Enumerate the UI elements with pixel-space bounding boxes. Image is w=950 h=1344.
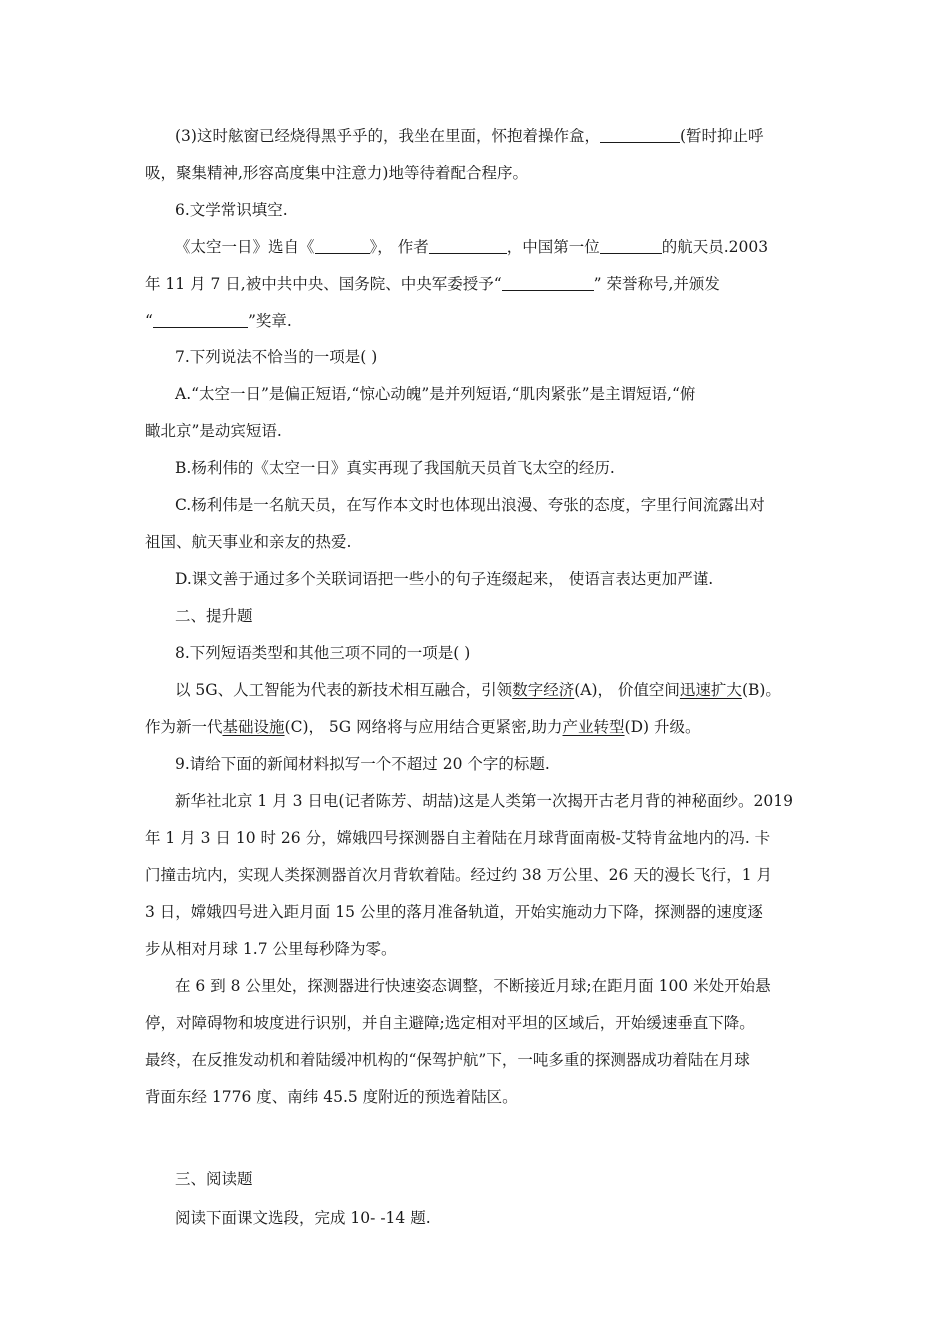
- q6-title: 6.文学常识填空.: [175, 201, 288, 219]
- underlined-phrase-d: 产业转型: [562, 718, 625, 736]
- underlined-phrase-b: 迅速扩大: [679, 681, 742, 699]
- q8-line-1: 以 5G、人工智能为代表的新技术相互融合，引领数字经济(A)， 价值空间迅速扩大(B)。: [175, 681, 781, 699]
- q7-option-a-line-2: 瞰北京”是动宾短语.: [145, 422, 282, 440]
- answer-blank[interactable]: [315, 238, 370, 254]
- news-paragraph-2-line: 背面东经 1776 度、南纬 45.5 度附近的预选着陆区。: [145, 1088, 518, 1106]
- q7-option-c-line-2: 祖国、航天事业和亲友的热爱.: [145, 533, 352, 551]
- news-paragraph-1-line: 3 日，嫦娥四号进入距月面 15 公里的落月准备轨道，开始实施动力下降，探测器的速度逐: [145, 903, 763, 921]
- answer-blank[interactable]: [600, 238, 662, 254]
- q5-3-line-1: (3)这时舷窗已经烧得黑乎乎的，我坐在里面，怀抱着操作盒， (暂时抑止呼: [175, 127, 764, 145]
- news-paragraph-2-line: 在 6 到 8 公里处，探测器进行快速姿态调整，不断接近月球;在距月面 100 米处开始悬: [175, 977, 771, 995]
- q6-line-1: 《太空一日》选自《 》， 作者 ，中国第一位 的航天员.2003: [175, 238, 769, 256]
- q7-option-b: B.杨利伟的《太空一日》真实再现了我国航天员首飞太空的经历.: [175, 459, 615, 477]
- q8-title: 8.下列短语类型和其他三项不同的一项是( ): [175, 644, 471, 662]
- q8-line-2: 作为新一代基础设施(C)， 5G 网络将与应用结合更紧密,助力产业转型(D) 升级。: [145, 718, 701, 736]
- news-paragraph-1-line: 步从相对月球 1.7 公里每秒降为零。: [145, 940, 397, 958]
- news-paragraph-2-line: 停，对障碍物和坡度进行识别，并自主避障;选定相对平坦的区域后，开始缓速垂直下降。: [145, 1014, 755, 1032]
- news-paragraph-2-line: 最终，在反推发动机和着陆缓冲机构的“保驾护航”下，一吨多重的探测器成功着陆在月球: [145, 1051, 750, 1069]
- section-2-heading: 二、提升题: [175, 607, 253, 625]
- answer-blank[interactable]: [429, 238, 507, 254]
- news-paragraph-1-line: 新华社北京 1 月 3 日电(记者陈芳、胡喆)这是人类第一次揭开古老月背的神秘面纱。2019: [175, 792, 793, 810]
- q6-line-3: “ ”奖章.: [145, 312, 292, 330]
- q7-option-a-line-1: A.“太空一日”是偏正短语,“惊心动魄”是并列短语,“肌肉紧张”是主谓短语,“俯: [175, 385, 696, 403]
- q7-option-d: D.课文善于通过多个关联词语把一些小的句子连缀起来， 使语言表达更加严谨.: [175, 570, 714, 588]
- underlined-phrase-c: 基础设施: [222, 718, 285, 736]
- q6-line-2: 年 11 月 7 日,被中共中央、国务院、中央军委授予“ ” 荣誉称号,并颁发: [145, 275, 720, 293]
- q5-3-line-2: 吸，聚集精神,形容高度集中注意力)地等待着配合程序。: [145, 164, 528, 182]
- section-3-heading: 三、阅读题: [175, 1170, 253, 1188]
- news-paragraph-1-line: 年 1 月 3 日 10 时 26 分，嫦娥四号探测器自主着陆在月球背面南极-艾特肯盆地内的冯. 卡: [145, 829, 771, 847]
- q9-title: 9.请给下面的新闻材料拟写一个不超过 20 个字的标题.: [175, 755, 550, 773]
- answer-blank[interactable]: [600, 127, 680, 143]
- q7-option-c-line-1: C.杨利伟是一名航天员，在写作本文时也体现出浪漫、夸张的态度，字里行间流露出对: [175, 496, 765, 514]
- reading-intro: 阅读下面课文选段，完成 10- -14 题.: [175, 1209, 431, 1227]
- q7-title: 7.下列说法不恰当的一项是( ): [175, 348, 378, 366]
- underlined-phrase-a: 数字经济: [512, 681, 575, 699]
- answer-blank[interactable]: [502, 275, 594, 291]
- news-paragraph-1-line: 门撞击坑内，实现人类探测器首次月背软着陆。经过约 38 万公里、26 天的漫长飞行，1 月: [145, 866, 773, 884]
- answer-blank[interactable]: [153, 312, 248, 328]
